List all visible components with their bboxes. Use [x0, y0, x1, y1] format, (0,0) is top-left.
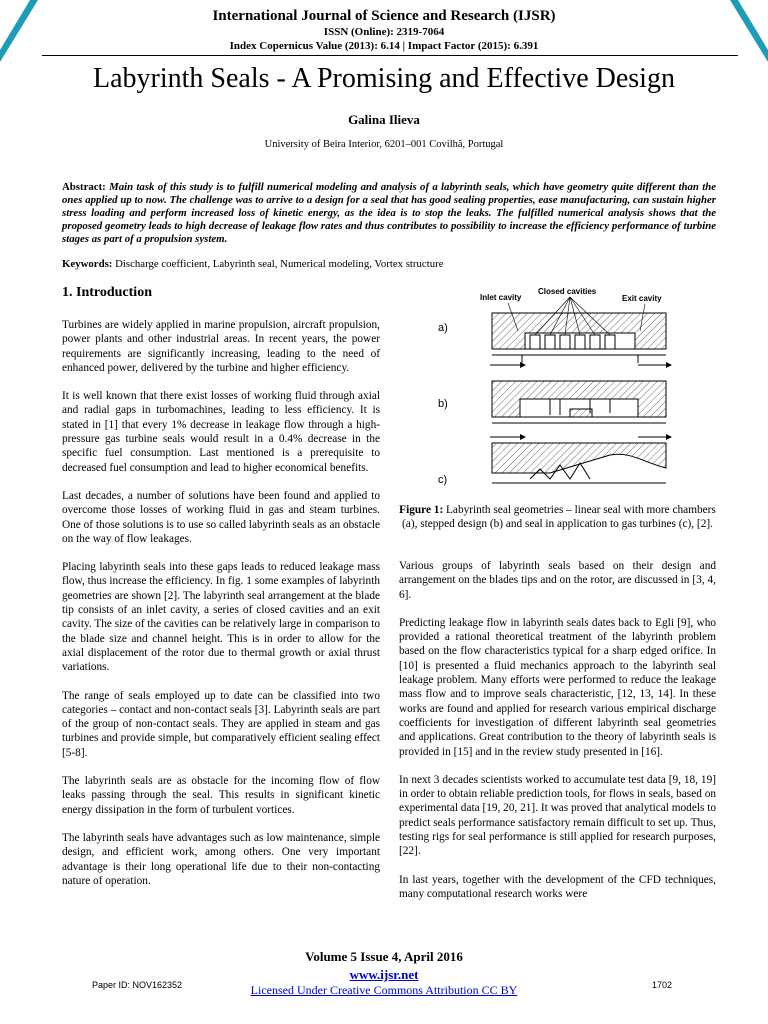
header-rule: [42, 55, 738, 56]
figure-label-a: a): [438, 322, 448, 334]
paragraph: In last years, together with the development of the CFD techniques, many computational research works were: [399, 873, 716, 900]
diagram-c: [492, 443, 666, 483]
paper-title: Labyrinth Seals - A Promising and Effective Design: [93, 63, 675, 94]
footer-paper-id: Paper ID: NOV162352: [92, 980, 183, 990]
paragraph: The range of seals employed up to date can be classified into two categories – contact and non-contact seals [3]. Labyrinth seals are part of the group of non-contact seals. They are applied in steam and gas turbines and provide simple, but comparatively efficient sealing effect [5-8].: [62, 689, 380, 759]
figure-caption-label: Figure 1:: [399, 504, 444, 516]
paragraph: In next 3 decades scientists worked to accumulate test data [9, 18, 19] in order to obtain reliable prediction tools, for flows in seals, based on experimental data [19, 20, 21]. It was proved that analytical models to predict seals performance satisfactory remain difficult to set up. Thus, testing rigs for seal performance is still applied for research purposes, [22].: [399, 773, 716, 858]
author-name: Galina Ilieva: [348, 112, 420, 127]
paragraph: Turbines are widely applied in marine propulsion, aircraft propulsion, power plants and other industrial areas. In recent years, the power requirements are significantly increasing, leading to the need of enhanced power, delivered by the turbine and higher efficiency.: [62, 319, 380, 374]
figure-label-c: c): [438, 474, 448, 486]
footer-license-link[interactable]: Licensed Under Creative Commons Attribution CC BY: [250, 983, 518, 997]
figure-labyrinth-seals: [430, 283, 720, 498]
abstract-text: Main task of this study is to fulfill numerical modeling and analysis of a labyrinth seals, which have geometry quite different than the ones applied up to now. The challenge was to arrive to a design for a seal that has good sealing properties, ease manufacturing, can sustain higher stress loading and perform increased loss of kinetic energy, as the idea is to stop the leaks. The fulfilled numerical analysis shows that the proposed geometry leads to high decrease of leakage flow rates and thus contributes to possibility to increase the efficiency performance of turbine stages as part of a propulsion system.: [62, 181, 717, 245]
journal-issn: ISSN (Online): 2319-7064: [323, 26, 445, 38]
paragraph: It is well known that there exist losses of working fluid through axial and radial gaps in turbomachines, leading to less efficiency. It is stated in [1] that every 1% decrease in leakage flow through a high-pressure gas turbine seals would result in a 0.4% decrease in the specific fuel consumption. Last mentioned is a prerequisite to decreased fuel consumption and lead to higher economical benefits.: [62, 390, 380, 474]
figure-label-closed: Closed cavities: [538, 287, 597, 296]
journal-name: International Journal of Science and Research (IJSR): [212, 8, 556, 24]
figure-label-inlet: Inlet cavity: [480, 293, 522, 302]
paragraph: The labyrinth seals are as obstacle for the incoming flow of flow leaks passing through the seal. This results in significant kinetic energy dissipation in the form of turbulent vortices.: [62, 775, 380, 816]
section-heading-introduction: 1. Introduction: [62, 285, 152, 300]
paragraph: Last decades, a number of solutions have been found and applied to overcome those losses of working fluid in gas and steam turbines. One of those solutions is to use so called labyrinth seals as an obstacle on the way of flow leakages.: [62, 489, 380, 545]
journal-index: Index Copernicus Value (2013): 6.14 | Impact Factor (2015): 6.391: [229, 40, 539, 52]
keywords-text: Discharge coefficient, Labyrinth seal, Numerical modeling, Vortex structure: [115, 258, 444, 270]
figure-label-b: b): [438, 398, 448, 410]
footer-url-link[interactable]: www.ijsr.net: [349, 967, 419, 982]
keywords: [62, 258, 716, 270]
paragraph: Various groups of labyrinth seals based on their design and arrangement on the blades tips and on the rotor, are discussed in [3, 4, 6].: [399, 560, 716, 601]
figure-caption-text: Labyrinth seal geometries – linear seal with more chambers (a), stepped design (b) and seal in application to gas turbines (c), [2].: [402, 504, 716, 530]
paragraph: Predicting leakage flow in labyrinth seals dates back to Egli [9], who provided a rational theoretical treatment of the labyrinth problem based on the flow characteristics typical for a sharp edged orifice. In [10] is presented a fluid mechanics approach to the labyrinth seal leakage problem. Many efforts were performed to reduce the leakage mass flow and to improve seals characteristic, [12, 13, 14]. In these works are found and applied for research various empirical discharge coefficients for investigation of different labyrinth seal geometries and applications. Great contribution to the theory of labyrinth seals is provided in [15] and in the review study presented in [16].: [399, 616, 716, 758]
figure-caption: [399, 503, 716, 531]
footer-volume: Volume 5 Issue 4, April 2016: [305, 949, 463, 964]
footer-page-number: 1702: [652, 980, 673, 990]
abstract: [62, 181, 716, 246]
affiliation: University of Beira Interior, 6201–001 Covilhã, Portugal: [264, 139, 504, 150]
diagram-a: [490, 297, 672, 368]
paragraph: Placing labyrinth seals into these gaps leads to reduced leakage mass flow, thus increase the efficiency. In fig. 1 some examples of labyrinth geometries are shown [2]. The labyrinth seal arrangement at the blade tip consists of an inlet cavity, a series of closed cavities and an exit cavity. The size of the cavities can be relatively large in comparison to the blade size and channel height. This is in order to allow for the axial displacement of the rotor due to thermal growth or axial thrust variations.: [62, 561, 380, 674]
figure-label-exit: Exit cavity: [622, 294, 662, 303]
abstract-label: Abstract:: [62, 181, 106, 193]
paragraph: The labyrinth seals have advantages such as low maintenance, simple design, and efficient work, among others. One very important advantage is their long operational life due to their non-contacting nature of operation.: [62, 831, 380, 887]
diagram-b: [490, 381, 672, 440]
keywords-label: Keywords:: [62, 258, 113, 270]
left-column: [62, 318, 380, 888]
right-column: [399, 559, 716, 901]
